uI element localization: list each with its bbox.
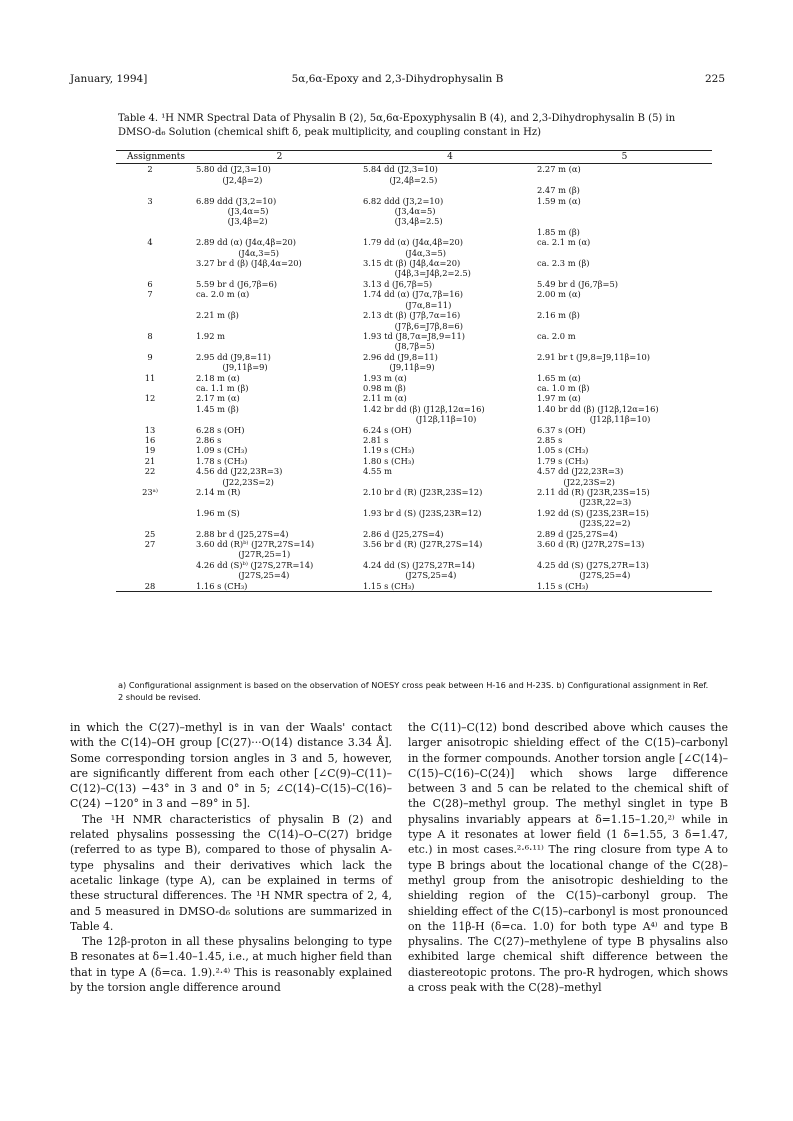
assignment-cell — [116, 518, 196, 528]
shift-cell: (J12β,11β=10) — [537, 414, 651, 425]
shift-cell: 4.57 dd (J22,23R=3) — [537, 466, 624, 477]
shift-cell: 1.79 dd (α) (J4α,4β=20) — [363, 237, 463, 248]
shift-cell: 4.55 m — [363, 466, 392, 477]
shift-cell — [537, 206, 712, 216]
shift-cell: 1.45 m (β) — [196, 403, 239, 414]
shift-cell: 1.97 m (α) — [537, 393, 581, 404]
table-row — [116, 321, 712, 331]
table-row — [116, 373, 712, 383]
shift-cell: 2.86 d (J25,27S=4) — [363, 528, 444, 539]
shift-cell: (J23R,22=3) — [537, 497, 632, 508]
shift-cell: 1.92 m — [196, 330, 225, 341]
shift-cell — [537, 341, 712, 351]
table-row — [116, 549, 712, 559]
shift-cell: 2.17 m (α) — [196, 393, 240, 404]
assignment-cell — [116, 560, 196, 570]
shift-cell: 2.21 m (β) — [196, 310, 239, 321]
table-row — [116, 508, 712, 518]
assignment-cell: 23ᵃ⁾ — [142, 487, 158, 497]
assignment-cell — [116, 258, 196, 268]
table-row — [116, 206, 712, 216]
assignment-cell — [116, 175, 196, 185]
table-header-row — [116, 151, 712, 163]
shift-cell: 1.05 s (CH₃) — [537, 445, 589, 456]
table-row — [116, 581, 712, 591]
shift-cell: 1.09 s (CH₃) — [196, 445, 248, 456]
assignment-cell: 12 — [144, 393, 156, 404]
assignment-cell — [116, 248, 196, 258]
shift-cell: 1.74 dd (α) (J7α,7β=16) — [363, 289, 463, 300]
shift-cell: 3.15 dt (β) (J4β,4α=20) — [363, 258, 461, 269]
shift-cell: (J7β,6=J7β,8=6) — [363, 320, 463, 331]
shift-cell: 5.84 dd (J2,3=10) — [363, 164, 438, 175]
shift-cell — [196, 268, 363, 278]
body-paragraph: The ¹H NMR characteristics of physalin B (2) and related physalins possessing the C(14)–O–C(27) bridge (referred to as type B), compared to those of physalin A-type physalins and their derivatives which lack the acetalic linkage (type A), can be explained in terms of these structural differences. The ¹H NMR spectra of 2, 4, and 5 measured in DMSO-d₆ solutions are summarized in Table 4. — [70, 812, 392, 933]
shift-cell: 1.40 br dd (β) (J12β,12α=16) — [537, 403, 659, 414]
table-row — [116, 175, 712, 185]
shift-cell: (J9,11β=9) — [196, 362, 268, 373]
table-row — [116, 383, 712, 393]
assignment-cell — [116, 549, 196, 559]
table-row — [116, 518, 712, 528]
table-row — [116, 216, 712, 226]
shift-cell: (J12β,11β=10) — [363, 414, 477, 425]
shift-cell: 2.96 dd (J9,8=11) — [363, 351, 438, 362]
shift-cell — [196, 321, 363, 331]
table-row — [116, 435, 712, 445]
shift-cell: 2.86 s — [196, 434, 222, 445]
table-row — [116, 445, 712, 455]
shift-cell: 2.11 dd (R) (J23R,23S=15) — [537, 487, 650, 497]
shift-cell: 1.80 s (CH₃) — [363, 455, 415, 466]
shift-cell — [363, 477, 537, 487]
table-row — [116, 529, 712, 539]
shift-cell: 1.93 br d (S) (J23S,23R=12) — [363, 507, 482, 518]
shift-cell: (J3,4β=2.5) — [363, 216, 443, 227]
shift-cell: 4.26 dd (S)ᵇ⁾ (J27S,27R=14) — [196, 559, 314, 570]
table-row — [116, 227, 712, 237]
shift-cell: (J27S,25=4) — [537, 570, 631, 581]
shift-cell: 4.24 dd (S) (J27S,27R=14) — [363, 559, 475, 570]
table-caption-title: ¹H NMR Spectral Data of Physalin B (2), 5α,6α-Epoxyphysalin B (4), and 2,3-Dihydrophysalin B (5) in DMSO-d₆ Solution (chemical shift δ, peak multiplicity, and coupling constant in Hz) — [118, 113, 676, 138]
shift-cell: 2.89 d (J25,27S=4) — [537, 528, 618, 539]
table-row — [116, 341, 712, 351]
assignment-cell — [116, 206, 196, 216]
nmr-table-container — [116, 150, 712, 592]
shift-cell: (J4β,3=J4β,2=2.5) — [363, 268, 471, 279]
shift-cell: 2.89 dd (α) (J4α,4β=20) — [196, 237, 296, 248]
shift-cell: 1.93 td (J8,7α=J8,9=11) — [363, 330, 465, 341]
shift-cell — [537, 216, 712, 226]
shift-cell: 2.47 m (β) — [537, 185, 580, 196]
assignment-cell: 7 — [147, 289, 153, 300]
column-header-compound-4: 4 — [447, 152, 453, 162]
assignment-cell — [116, 341, 196, 351]
shift-cell: 1.78 s (CH₃) — [196, 455, 248, 466]
shift-cell: 2.14 m (R) — [196, 487, 241, 497]
shift-cell: (J9,11β=9) — [363, 362, 435, 373]
assignment-cell: 6 — [147, 278, 153, 289]
table-row — [116, 352, 712, 362]
shift-cell: 1.92 dd (S) (J23S,23R=15) — [537, 507, 649, 518]
shift-cell — [363, 227, 537, 237]
shift-cell: 2.91 br t (J9,8=J9,11β=10) — [537, 351, 651, 362]
shift-cell: (J2,4β=2.5) — [363, 174, 438, 185]
shift-cell: 6.89 ddd (J3,2=10) — [196, 195, 277, 206]
shift-cell: (J4α,3=5) — [363, 247, 447, 258]
shift-cell: ca. 2.0 m — [537, 330, 576, 341]
assignment-cell — [116, 404, 196, 414]
shift-cell: 1.85 m (β) — [537, 226, 580, 237]
shift-cell: 3.27 br d (β) (J4β,4α=20) — [196, 258, 302, 269]
shift-cell: (J27S,25=4) — [196, 570, 290, 581]
table-footnote: a) Configurational assignment is based on the observation of NOESY cross peak between H-16 and H-23S. b) Configurational assignment in Ref. 2 should be revised. — [118, 680, 709, 702]
table-row — [116, 466, 712, 476]
shift-cell — [537, 549, 712, 559]
assignment-cell — [116, 216, 196, 226]
shift-cell: (J7α,8=11) — [363, 299, 452, 310]
shift-cell: 3.60 d (R) (J27R,27S=13) — [537, 539, 645, 550]
column-header-compound-5: 5 — [621, 152, 628, 162]
shift-cell — [196, 227, 363, 237]
shift-cell: 2.27 m (α) — [537, 164, 581, 175]
shift-cell: 1.16 s (CH₃) — [196, 580, 248, 591]
shift-cell: 2.18 m (α) — [196, 372, 240, 383]
shift-cell: 2.81 s — [363, 434, 389, 445]
body-paragraph: in which the C(27)–methyl is in van der Waals' contact with the C(14)–OH group [C(27)···O(14) distance 3.34 Å]. Some corresponding torsion angles in 3 and 5, however, are significantly different from each other [∠C(9)–C(11)–C(12)–C(13) −43° in 3 and 0° in 5; ∠C(14)–C(15)–C(16)–C(24) −120° in 3 and −89° in 5]. — [70, 721, 392, 811]
shift-cell — [363, 497, 537, 507]
assignment-cell: 9 — [147, 351, 153, 362]
shift-cell — [196, 300, 363, 310]
assignment-cell — [116, 185, 196, 195]
assignment-cell — [116, 414, 196, 424]
column-header-compound-2: 2 — [276, 152, 283, 162]
assignment-cell — [116, 570, 196, 580]
shift-cell — [363, 185, 537, 195]
shift-cell — [196, 414, 363, 424]
shift-cell: 3.60 dd (R)ᵇ⁾ (J27R,27S=14) — [196, 539, 315, 550]
table-row — [116, 404, 712, 414]
shift-cell: (J4α,3=5) — [196, 247, 280, 258]
column-header-assignments: Assignments — [126, 152, 186, 162]
shift-cell: 4.25 dd (S) (J27S,27R=13) — [537, 559, 649, 570]
shift-cell — [537, 268, 712, 278]
shift-cell — [196, 497, 363, 507]
shift-cell: 1.79 s (CH₃) — [537, 455, 589, 466]
shift-cell: 6.82 ddd (J3,2=10) — [363, 195, 444, 206]
shift-cell: 2.13 dt (β) (J7β,7α=16) — [363, 310, 461, 321]
shift-cell: ca. 2.3 m (β) — [537, 258, 590, 269]
table-row — [116, 560, 712, 570]
table-row — [116, 237, 712, 247]
shift-cell: 3.56 br d (R) (J27R,27S=14) — [363, 539, 483, 550]
shift-cell — [537, 321, 712, 331]
shift-cell: 2.88 br d (J25,27S=4) — [196, 528, 289, 539]
assignment-cell: 16 — [144, 434, 156, 445]
shift-cell: (J22,23S=2) — [196, 476, 274, 487]
table-bottom-rule — [116, 591, 712, 592]
shift-cell: (J2,4β=2) — [196, 174, 263, 185]
assignment-cell — [116, 300, 196, 310]
table-row — [116, 289, 712, 299]
shift-cell: 1.59 m (α) — [537, 195, 581, 206]
table-row — [116, 258, 712, 268]
table-row — [116, 477, 712, 487]
shift-cell: 1.65 m (α) — [537, 372, 581, 383]
shift-cell: (J27S,25=4) — [363, 570, 457, 581]
assignment-cell — [116, 477, 196, 487]
assignment-cell — [116, 310, 196, 320]
shift-cell: (J22,23S=2) — [537, 476, 615, 487]
shift-cell: 1.15 s (CH₃) — [363, 580, 415, 591]
body-column-left — [70, 720, 392, 995]
table-row — [116, 185, 712, 195]
assignment-cell — [116, 383, 196, 393]
shift-cell: ca. 2.1 m (α) — [537, 237, 591, 248]
table-caption-label: Table 4. — [118, 113, 159, 124]
shift-cell — [363, 518, 537, 528]
shift-cell: 2.95 dd (J9,8=11) — [196, 351, 271, 362]
header-title: 5α,6α-Epoxy and 2,3-Dihydrophysalin B — [291, 73, 504, 85]
shift-cell: 6.24 s (OH) — [363, 424, 412, 435]
assignment-cell: 4 — [147, 237, 153, 248]
assignment-cell — [116, 362, 196, 372]
table-row — [116, 268, 712, 278]
table-row — [116, 539, 712, 549]
table-caption — [118, 112, 710, 140]
table-row — [116, 164, 712, 174]
assignment-cell — [116, 268, 196, 278]
assignment-cell — [116, 497, 196, 507]
assignment-cell — [116, 508, 196, 518]
table-row — [116, 248, 712, 258]
shift-cell: 2.11 m (α) — [363, 393, 407, 404]
assignment-cell: 3 — [147, 195, 153, 206]
shift-cell: 0.98 m (β) — [363, 382, 406, 393]
shift-cell: 5.59 br d (J6,7β=6) — [196, 278, 277, 289]
assignment-cell — [116, 321, 196, 331]
shift-cell: 2.85 s — [537, 434, 563, 445]
table-row — [116, 310, 712, 320]
shift-cell: (J3,4β=2) — [196, 216, 268, 227]
table-row — [116, 300, 712, 310]
table-row — [116, 425, 712, 435]
assignment-cell — [116, 227, 196, 237]
body-column-right — [408, 720, 728, 995]
assignment-cell: 22 — [144, 466, 156, 477]
shift-cell: 5.80 dd (J2,3=10) — [196, 164, 271, 175]
table-body — [116, 164, 712, 591]
shift-cell: (J8,7β=5) — [363, 341, 435, 352]
shift-cell: (J3,4α=5) — [363, 206, 436, 217]
shift-cell: 6.37 s (OH) — [537, 424, 586, 435]
shift-cell — [196, 518, 363, 528]
body-paragraph: the C(11)–C(12) bond described above which causes the larger anisotropic shielding effect of the C(15)–carbonyl in the former compounds. Another torsion angle [∠C(14)–C(15)–C(16)–C(24)] which shows large difference between 3 and 5 can be related to the chemical shift of the C(28)–methyl group. The methyl singlet in type B physalins invariably appears at δ=1.15–1.20,²⁾ while in type A it resonates at lower field (1 δ=1.55, 3 δ=1.47, etc.) in most cases.²·⁶·¹¹⁾ The ring closure from type A to type B brings about the locational change of the C(28)–methyl group from the anisotropic deshielding to the shielding region of the C(15)–carbonyl group. The shielding effect of the C(15)–carbonyl is most pronounced on the 11β-H (δ=ca. 1.0) for both type A⁴⁾ and type B physalins. The C(27)–methylene of type B physalins also exhibited large chemical shift difference between the diastereotopic protons. The pro-R hydrogen, which shows a cross peak with the C(28)–methyl — [408, 721, 728, 995]
shift-cell: 1.19 s (CH₃) — [363, 445, 415, 456]
shift-cell: 6.28 s (OH) — [196, 424, 245, 435]
shift-cell — [537, 248, 712, 258]
assignment-cell: 28 — [144, 580, 156, 591]
nmr-data-table — [116, 151, 712, 591]
page-number: 225 — [704, 73, 725, 85]
assignment-cell: 8 — [147, 330, 153, 341]
body-paragraph: The 12β-proton in all these physalins belonging to type B resonates at δ=1.40–1.45, i.e., at much higher field than that in type A (δ=ca. 1.9).²·⁴⁾ This is reasonably explained by the torsion angle difference around — [70, 935, 392, 995]
assignment-cell: 19 — [144, 445, 156, 456]
shift-cell: 1.15 s (CH₃) — [537, 580, 589, 591]
table-row — [116, 196, 712, 206]
table-row — [116, 414, 712, 424]
table-row — [116, 393, 712, 403]
assignment-cell: 21 — [144, 455, 156, 466]
table-row — [116, 362, 712, 372]
shift-cell — [537, 175, 712, 185]
shift-cell: (J23S,22=2) — [537, 518, 631, 529]
shift-cell: 3.13 d (J6,7β=5) — [363, 278, 433, 289]
shift-cell: 1.96 m (S) — [196, 507, 240, 518]
shift-cell: 2.10 br d (R) (J23R,23S=12) — [363, 487, 483, 497]
assignment-cell: 27 — [144, 539, 156, 550]
header-date: January, 1994] — [70, 73, 148, 85]
assignment-cell: 2 — [147, 164, 153, 175]
shift-cell: (J3,4α=5) — [196, 206, 269, 217]
assignment-cell: 11 — [144, 372, 156, 383]
shift-cell — [196, 341, 363, 351]
table-row — [116, 570, 712, 580]
table-row — [116, 279, 712, 289]
shift-cell — [196, 185, 363, 195]
shift-cell: 2.16 m (β) — [537, 310, 580, 321]
shift-cell: 1.93 m (α) — [363, 372, 407, 383]
shift-cell — [363, 549, 537, 559]
shift-cell: 5.49 br d (J6,7β=5) — [537, 278, 618, 289]
table-row — [116, 331, 712, 341]
table-row — [116, 487, 712, 497]
assignment-cell: 25 — [144, 528, 156, 539]
assignment-cell: 13 — [144, 424, 156, 435]
shift-cell: 1.42 br dd (β) (J12β,12α=16) — [363, 403, 485, 414]
shift-cell: 4.56 dd (J22,23R=3) — [196, 466, 283, 477]
shift-cell: 2.00 m (α) — [537, 289, 581, 300]
shift-cell: ca. 1.0 m (β) — [537, 382, 590, 393]
shift-cell — [537, 362, 712, 372]
shift-cell — [537, 300, 712, 310]
shift-cell: ca. 1.1 m (β) — [196, 382, 249, 393]
shift-cell: (J27R,25=1) — [196, 549, 291, 560]
table-row — [116, 497, 712, 507]
table-row — [116, 456, 712, 466]
shift-cell: ca. 2.0 m (α) — [196, 289, 250, 300]
